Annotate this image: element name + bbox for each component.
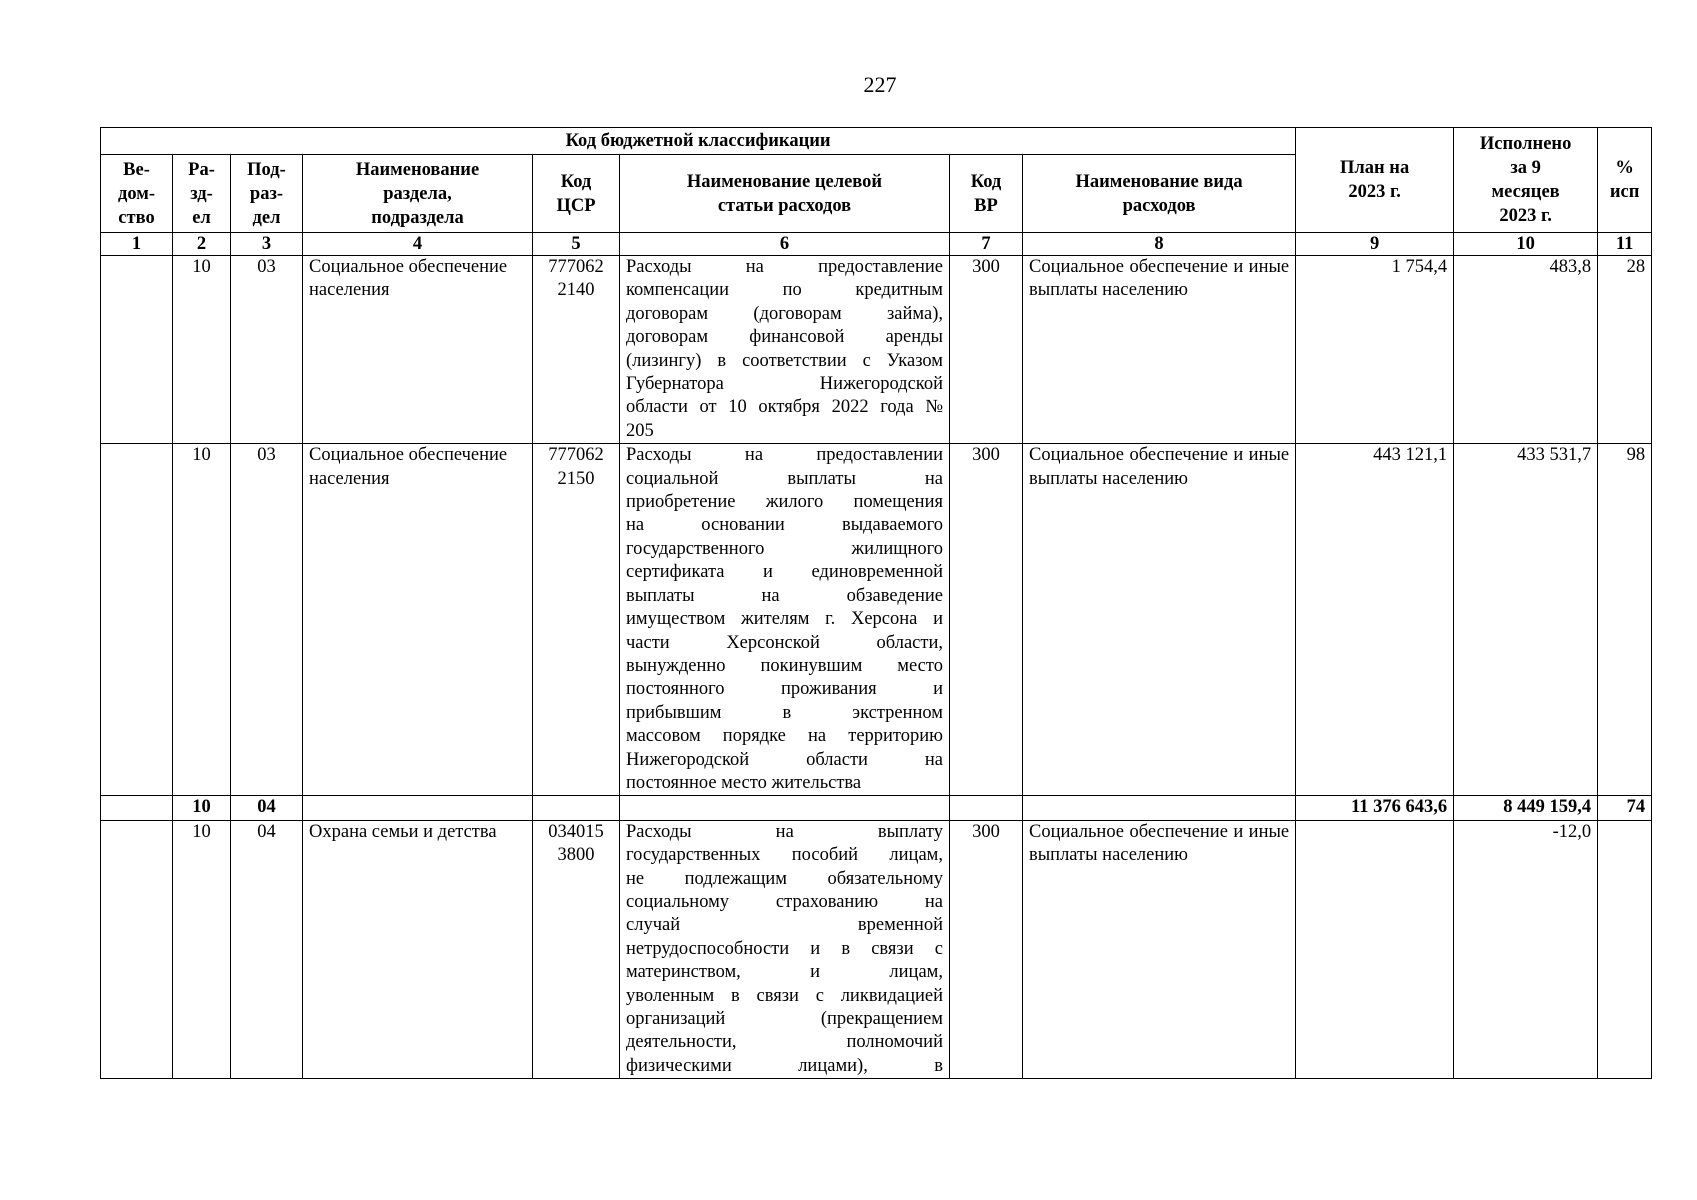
header-ispolneno: Исполнено за 9 месяцев 2023 г. (1454, 128, 1598, 233)
column-number-row (101, 233, 1652, 256)
cell-kod-vr: 300 (950, 256, 1023, 444)
text-line: деятельности, полномочий (626, 1032, 943, 1053)
text-line: договорам финансовой аренды (626, 327, 943, 348)
cell-naim-stati (620, 820, 950, 1078)
group-header: Код бюджетной классификации (101, 128, 1296, 155)
column-number: 6 (620, 233, 950, 256)
column-number: 9 (1296, 233, 1454, 256)
cell-naim-razdela: Охрана семьи и детства (303, 820, 533, 1078)
cell-plan: 11 376 643,6 (1296, 796, 1454, 820)
column-number: 5 (533, 233, 620, 256)
cell-naim-razdela (303, 796, 533, 820)
text-line: постоянное место жительства (626, 772, 862, 793)
text-line: нетрудоспособности и в связи с (626, 938, 943, 959)
text-line: компенсации по кредитным (626, 280, 943, 301)
header-naim-razdela: Наименование раздела, подраздела (303, 155, 533, 233)
cell-kod-csr: 777062 2140 (533, 256, 620, 444)
text-line: вынужденно покинувшим место (626, 655, 943, 676)
cell-percent (1598, 820, 1652, 1078)
subtotal-row (101, 796, 1652, 820)
cell-podrazdel: 03 (231, 444, 303, 796)
page-number: 227 (863, 72, 897, 97)
header-razdel: Ра- зд- ел (173, 155, 231, 233)
cell-razdel: 10 (173, 820, 231, 1078)
column-number: 2 (173, 233, 231, 256)
cell-ved (101, 796, 173, 820)
column-number: 10 (1454, 233, 1598, 256)
cell-percent: 74 (1598, 796, 1652, 820)
cell-podrazdel: 04 (231, 820, 303, 1078)
text-line: прибывшим в экстренном (626, 702, 943, 723)
column-number: 4 (303, 233, 533, 256)
cell-ispolneno: 483,8 (1454, 256, 1598, 444)
cell-plan (1296, 820, 1454, 1078)
column-number: 11 (1598, 233, 1652, 256)
text-line: Нижегородской области на (626, 749, 943, 770)
table-row (101, 820, 1652, 1078)
text-line: случай временной (626, 915, 943, 936)
cell-naim-razdela: Социальное обеспечение населения (303, 256, 533, 444)
text-line: (лизингу) в соответствии с Указом (626, 350, 943, 371)
table-row (101, 256, 1652, 444)
cell-razdel: 10 (173, 444, 231, 796)
cell-naim-stati (620, 256, 950, 444)
header-naim-vida: Наименование вида расходов (1023, 155, 1296, 233)
text-line: постоянного проживания и (626, 679, 943, 700)
cell-naim-vida: Социальное обеспечение и иные выплаты населению (1023, 444, 1296, 796)
group-header-row (101, 128, 1652, 155)
text-line: государственных пособий лицам, (626, 845, 943, 866)
cell-naim-vida: Социальное обеспечение и иные выплаты населению (1023, 256, 1296, 444)
header-ved: Ве- дом- ство (101, 155, 173, 233)
cell-plan: 1 754,4 (1296, 256, 1454, 444)
column-number: 1 (101, 233, 173, 256)
cell-naim-vida (1023, 796, 1296, 820)
text-line: Расходы на выплату (626, 821, 943, 842)
cell-razdel: 10 (173, 256, 231, 444)
header-naim-stati: Наименование целевой статьи расходов (620, 155, 950, 233)
cell-razdel: 10 (173, 796, 231, 820)
cell-plan: 443 121,1 (1296, 444, 1454, 796)
text-line: области от 10 октября 2022 года № (626, 397, 943, 418)
text-line: государственного жилищного (626, 538, 943, 559)
text-line: социальному страхованию на (626, 891, 943, 912)
text-line: Расходы на предоставление (626, 257, 943, 277)
text-line: 205 (626, 420, 654, 441)
cell-ved (101, 256, 173, 444)
column-number: 8 (1023, 233, 1296, 256)
cell-kod-vr: 300 (950, 820, 1023, 1078)
text-line: части Херсонской области, (626, 632, 943, 653)
text-line: имуществом жителям г. Херсона и (626, 609, 943, 630)
header-kod-csr: Код ЦСР (533, 155, 620, 233)
cell-kod-vr: 300 (950, 444, 1023, 796)
cell-ispolneno: -12,0 (1454, 820, 1598, 1078)
column-number: 3 (231, 233, 303, 256)
header-kod-vr: Код ВР (950, 155, 1023, 233)
text-line: уволенным в связи с ликвидацией (626, 985, 943, 1006)
cell-naim-razdela: Социальное обеспечение населения (303, 444, 533, 796)
text-line: Расходы на предоставлении (626, 445, 943, 466)
cell-ispolneno: 433 531,7 (1454, 444, 1598, 796)
cell-ved (101, 444, 173, 796)
text-line: физическими лицами), в (626, 1055, 943, 1076)
cell-naim-vida: Социальное обеспечение и иные выплаты населению (1023, 820, 1296, 1078)
column-number: 7 (950, 233, 1023, 256)
table-row (101, 444, 1652, 796)
cell-percent: 28 (1598, 256, 1652, 444)
cell-kod-vr (950, 796, 1023, 820)
cell-naim-stati (620, 444, 950, 796)
text-line: материнством, и лицам, (626, 962, 943, 983)
text-line: организаций (прекращением (626, 1009, 943, 1029)
text-line: массовом порядке на территорию (626, 726, 943, 747)
cell-percent: 98 (1598, 444, 1652, 796)
header-percent: % исп (1598, 128, 1652, 233)
cell-ved (101, 820, 173, 1078)
text-line: договорам (договорам займа), (626, 303, 943, 324)
cell-kod-csr: 034015 3800 (533, 820, 620, 1078)
text-line: приобретение жилого помещения (626, 492, 943, 513)
cell-naim-stati (620, 796, 950, 820)
text-line: не подлежащим обязательному (626, 868, 943, 889)
header-plan: План на 2023 г. (1296, 128, 1454, 233)
text-line: сертификата и единовременной (626, 562, 943, 583)
header-podrazdel: Под- раз- дел (231, 155, 303, 233)
text-line: социальной выплаты на (626, 468, 943, 489)
text-line: Губернатора Нижегородской (626, 374, 943, 395)
cell-kod-csr (533, 796, 620, 820)
text-line: выплаты на обзаведение (626, 585, 943, 606)
cell-podrazdel: 04 (231, 796, 303, 820)
cell-podrazdel: 03 (231, 256, 303, 444)
text-line: на основании выдаваемого (626, 515, 943, 536)
budget-table (100, 127, 1652, 1079)
cell-ispolneno: 8 449 159,4 (1454, 796, 1598, 820)
cell-kod-csr: 777062 2150 (533, 444, 620, 796)
